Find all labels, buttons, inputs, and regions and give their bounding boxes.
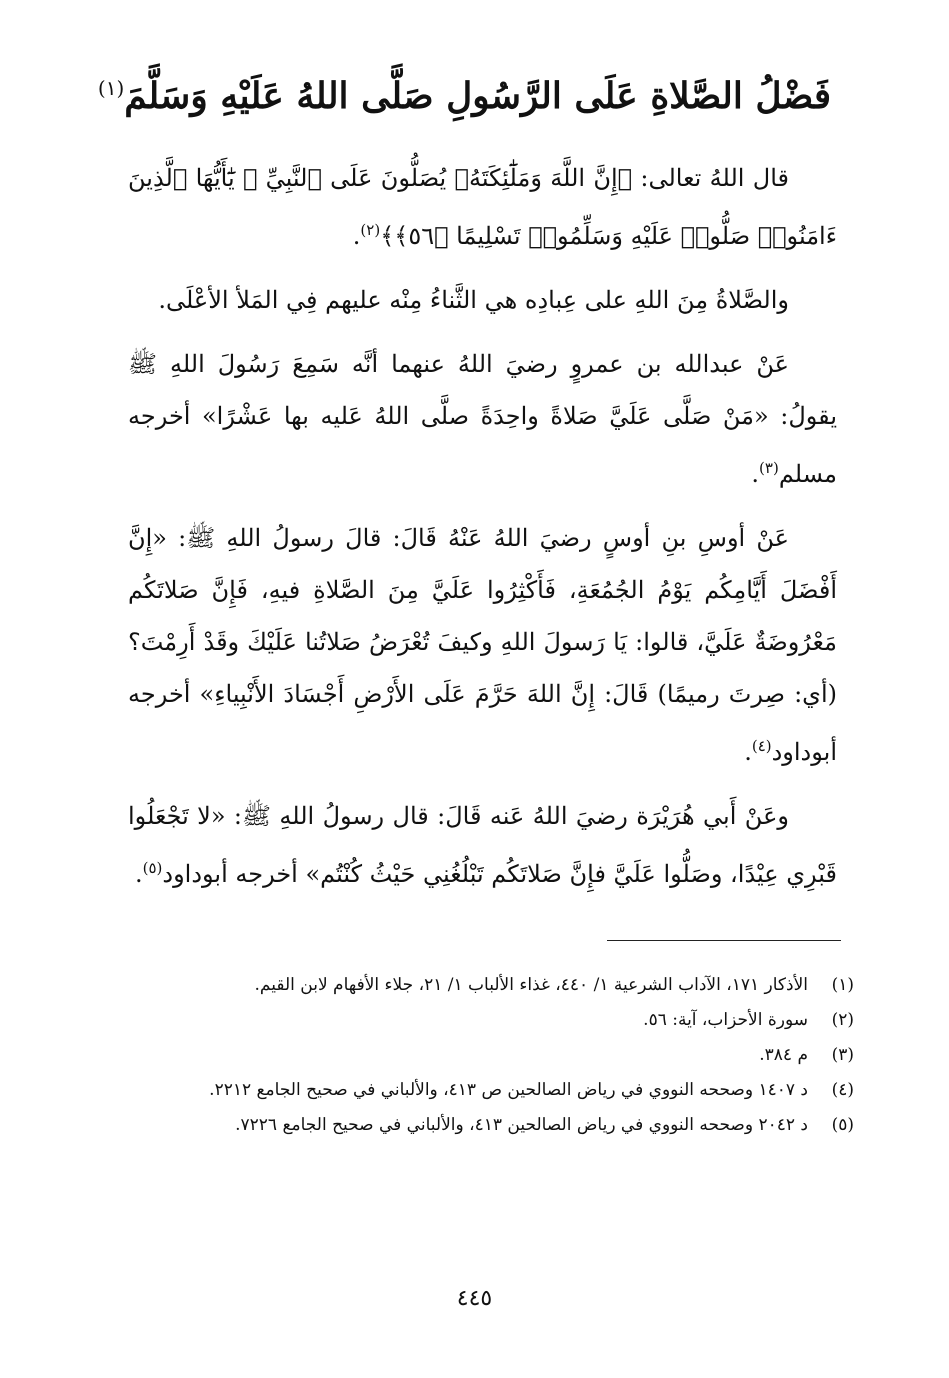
footnote-item (150, 1108, 854, 1143)
footnote-ref: (٣) (759, 459, 779, 477)
footnote-ref: (٤) (751, 737, 772, 755)
footnote-text: د ١٤٠٧ وصححه النووي في رياض الصالحين ص ٤١٣، والألباني في صحيح الجامع ٢٢١٢. (209, 1080, 808, 1100)
footnote-item (150, 1038, 854, 1073)
main-text (128, 152, 837, 912)
paragraph-tail: . (744, 738, 752, 766)
footnotes (150, 968, 854, 1143)
paragraph-tail: . (352, 222, 361, 250)
paragraph-definition (128, 274, 837, 326)
footnote-ref: (٥) (142, 859, 163, 877)
paragraph-hadith-aws (128, 512, 837, 778)
paragraph-text: وعَنْ أَبي هُرَيْرَة رضيَ اللهُ عَنه قَالَ: قال رسولُ اللهِ ﷺ: «لا تَجْعَلُوا قَبْرِي عِيْدًا، وصَلُّوا عَلَيَّ فإِنَّ صَلاتَكُم تَبْلُغُنِي حَيْثُ كُنْتُم» أخرجه أبوداود (128, 802, 837, 888)
paragraph-hadith-abdullah (128, 338, 837, 500)
footnote-text: د ٢٠٤٢ وصححه النووي في رياض الصالحين ٤١٣، والألباني في صحيح الجامع ٧٢٢٦. (235, 1115, 808, 1135)
paragraph-text: عَنْ عبدالله بن عمروٍ رضيَ اللهُ عنهما أنَّه سَمِعَ رَسُولَ اللهِ ﷺ يقولُ: «مَنْ صَلَّى عَلَيَّ صَلاةً واحِدَةً صلَّى اللهُ عَليه بها عَشْرًا» أخرجه مسلم (128, 350, 837, 488)
footnote-separator (607, 940, 841, 941)
footnote-ref: (٢) (360, 221, 381, 239)
paragraph-tail: . (134, 860, 143, 888)
paragraph-text: قال اللهُ تعالى: ﴿إِنَّ اللَّهَ وَمَلَٰٓئِكَتَهُۥ يُصَلُّونَ عَلَى ٱلنَّبِيِّ ۚ يَٰٓأَيُّهَا ٱلَّذِينَ ءَامَنُوا۟ صَلُّوا۟ عَلَيْهِ وَسَلِّمُوا۟ تَسْلِيمًا ﴿٥٦﴾﴾ (128, 164, 837, 250)
footnote-number: (٣) (831, 1045, 854, 1065)
footnote-number: (٢) (831, 1010, 854, 1030)
page-number: ٤٤٥ (456, 1286, 493, 1311)
paragraph-text: والصَّلاةُ مِنَ اللهِ على عِبادِه هي الثَّناءُ مِنْه عليهم فِي المَلأ الأعْلَى. (158, 286, 789, 314)
footnote-number: (١) (831, 975, 854, 995)
paragraph-quran-verse (128, 152, 837, 262)
footnote-item (150, 968, 854, 1003)
page-title (90, 58, 839, 126)
paragraph-tail: . (751, 460, 760, 488)
footnote-text: سورة الأحزاب، آية: ٥٦. (643, 1010, 808, 1030)
paragraph-hadith-abu-hurayra (128, 790, 837, 900)
title-text: فَضْلُ الصَّلاةِ عَلَى الرَّسُولِ صَلَّى اللهُ عَلَيْهِ وَسَلَّمَ (124, 75, 832, 117)
footnote-text: الأذكار ١٧١، الآداب الشرعية ١/ ٤٤٠، غذاء الألباب ١/ ٢١، جلاء الأفهام لابن القيم. (254, 975, 808, 995)
footnote-item (150, 1073, 854, 1108)
footnote-number: (٤) (831, 1080, 854, 1100)
title-footnote-ref: (١) (97, 76, 125, 100)
footnote-item (150, 1003, 854, 1038)
paragraph-text: عَنْ أوسِ بنِ أوسٍ رضيَ اللهُ عَنْهُ قَالَ: قالَ رسولُ اللهِ ﷺ: «إِنَّ أَفْضَلَ أَيَّامِكُم يَوْمُ الجُمُعَةِ، فَأَكْثِرُوا عَلَيَّ مِنَ الصَّلاةِ فيهِ، فَإِنَّ صَلاتَكُم مَعْرُوضَةٌ عَلَيَّ، قالوا: يَا رَسولَ اللهِ وكيفَ تُعْرَضُ صَلاتُنا عَلَيْكَ وقَدْ أَرِمْتَ؟ (أي: صِرتَ رميمًا) قَالَ: إِنَّ اللهَ حَرَّمَ عَلَى الأَرْضِ أَجْسَادَ الأَنْبِياءِ» أخرجه أبوداود (128, 524, 837, 766)
footnote-text: م ٣٨٤. (759, 1045, 808, 1065)
footnote-number: (٥) (831, 1115, 854, 1135)
